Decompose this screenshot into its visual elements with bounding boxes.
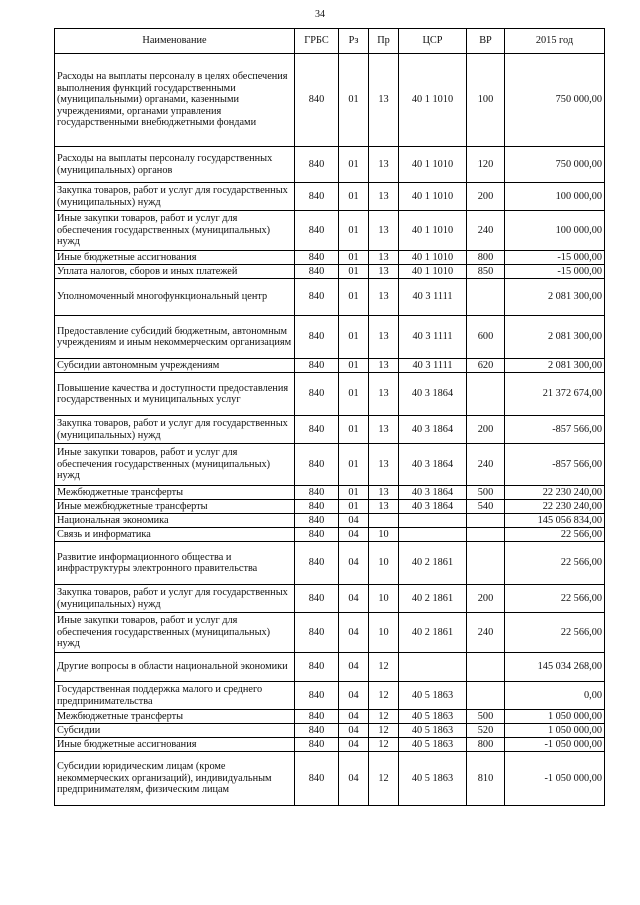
cell-grbs: 840 (295, 613, 339, 653)
cell-vr: 850 (467, 265, 505, 279)
cell-rz: 01 (339, 416, 369, 444)
cell-vr: 810 (467, 752, 505, 806)
cell-vr: 540 (467, 500, 505, 514)
cell-rz: 01 (339, 54, 369, 147)
header-year: 2015 год (505, 29, 605, 54)
cell-amount: -15 000,00 (505, 251, 605, 265)
cell-pr: 13 (369, 251, 399, 265)
cell-amount: 1 050 000,00 (505, 724, 605, 738)
cell-vr: 240 (467, 613, 505, 653)
cell-name: Национальная экономика (55, 514, 295, 528)
cell-vr (467, 682, 505, 710)
cell-name: Субсидии юридическим лицам (кроме некоммерческих организаций), индивидуальным предпринимателям, физическим лицам (55, 752, 295, 806)
cell-pr: 13 (369, 211, 399, 251)
cell-rz: 01 (339, 316, 369, 359)
cell-csr: 40 5 1863 (399, 738, 467, 752)
cell-pr (369, 514, 399, 528)
cell-grbs: 840 (295, 373, 339, 416)
cell-vr (467, 528, 505, 542)
table-row (55, 500, 605, 514)
cell-amount: 750 000,00 (505, 147, 605, 183)
cell-grbs: 840 (295, 710, 339, 724)
cell-pr: 10 (369, 528, 399, 542)
cell-rz: 04 (339, 542, 369, 585)
cell-csr: 40 3 1111 (399, 359, 467, 373)
cell-csr: 40 1 1010 (399, 147, 467, 183)
cell-csr: 40 1 1010 (399, 265, 467, 279)
cell-csr: 40 2 1861 (399, 542, 467, 585)
cell-pr: 12 (369, 738, 399, 752)
cell-vr: 800 (467, 251, 505, 265)
table-row (55, 373, 605, 416)
cell-name: Уполномоченный многофункциональный центр (55, 279, 295, 316)
cell-name: Связь и информатика (55, 528, 295, 542)
table-row (55, 528, 605, 542)
table-row (55, 752, 605, 806)
cell-rz: 04 (339, 738, 369, 752)
cell-amount: 145 056 834,00 (505, 514, 605, 528)
cell-csr: 40 3 1864 (399, 500, 467, 514)
cell-grbs: 840 (295, 653, 339, 682)
cell-rz: 04 (339, 514, 369, 528)
cell-grbs: 840 (295, 724, 339, 738)
table-row (55, 147, 605, 183)
cell-vr: 600 (467, 316, 505, 359)
cell-pr: 13 (369, 54, 399, 147)
cell-name: Уплата налогов, сборов и иных платежей (55, 265, 295, 279)
header-pr: Пр (369, 29, 399, 54)
cell-csr: 40 3 1864 (399, 444, 467, 486)
cell-rz: 04 (339, 682, 369, 710)
cell-vr: 200 (467, 183, 505, 211)
cell-pr: 13 (369, 359, 399, 373)
cell-pr: 12 (369, 710, 399, 724)
cell-grbs: 840 (295, 528, 339, 542)
cell-name: Расходы на выплаты персоналу в целях обеспечения выполнения функций государственными (муниципальными) органами, казенными учреждениями, органами управления государственными внебюджетными фондами (55, 54, 295, 147)
cell-rz: 01 (339, 500, 369, 514)
table-row (55, 585, 605, 613)
cell-amount: 0,00 (505, 682, 605, 710)
cell-amount: 100 000,00 (505, 183, 605, 211)
table-row (55, 653, 605, 682)
cell-name: Расходы на выплаты персоналу государственных (муниципальных) органов (55, 147, 295, 183)
cell-name: Межбюджетные трансферты (55, 486, 295, 500)
cell-name: Иные закупки товаров, работ и услуг для обеспечения государственных (муниципальных) нужд (55, 211, 295, 251)
cell-pr: 12 (369, 752, 399, 806)
cell-amount: 22 566,00 (505, 528, 605, 542)
cell-name: Иные межбюджетные трансферты (55, 500, 295, 514)
cell-vr (467, 653, 505, 682)
cell-grbs: 840 (295, 265, 339, 279)
page-number: 34 (315, 9, 325, 20)
cell-amount: 145 034 268,00 (505, 653, 605, 682)
cell-csr (399, 514, 467, 528)
cell-name: Государственная поддержка малого и среднего предпринимательства (55, 682, 295, 710)
cell-rz: 01 (339, 211, 369, 251)
table-row (55, 416, 605, 444)
cell-pr: 12 (369, 653, 399, 682)
cell-csr: 40 5 1863 (399, 724, 467, 738)
cell-grbs: 840 (295, 183, 339, 211)
cell-amount: 22 230 240,00 (505, 486, 605, 500)
cell-amount: 21 372 674,00 (505, 373, 605, 416)
cell-csr: 40 3 1864 (399, 486, 467, 500)
cell-vr: 200 (467, 585, 505, 613)
cell-csr: 40 5 1863 (399, 752, 467, 806)
table-row (55, 265, 605, 279)
cell-rz: 04 (339, 613, 369, 653)
cell-pr: 13 (369, 183, 399, 211)
cell-rz: 01 (339, 147, 369, 183)
cell-grbs: 840 (295, 752, 339, 806)
table-row (55, 724, 605, 738)
table-row (55, 710, 605, 724)
cell-rz: 01 (339, 265, 369, 279)
cell-rz: 01 (339, 444, 369, 486)
cell-rz: 01 (339, 373, 369, 416)
cell-vr: 240 (467, 444, 505, 486)
cell-name: Другие вопросы в области национальной экономики (55, 653, 295, 682)
cell-csr: 40 5 1863 (399, 710, 467, 724)
cell-grbs: 840 (295, 738, 339, 752)
cell-name: Иные бюджетные ассигнования (55, 251, 295, 265)
cell-pr: 10 (369, 542, 399, 585)
cell-rz: 04 (339, 724, 369, 738)
cell-pr: 12 (369, 724, 399, 738)
cell-grbs: 840 (295, 316, 339, 359)
cell-rz: 01 (339, 183, 369, 211)
cell-grbs: 840 (295, 444, 339, 486)
cell-rz: 04 (339, 710, 369, 724)
cell-vr: 120 (467, 147, 505, 183)
cell-vr (467, 373, 505, 416)
cell-amount: 22 566,00 (505, 542, 605, 585)
table-row (55, 183, 605, 211)
table-row (55, 359, 605, 373)
header-csr: ЦСР (399, 29, 467, 54)
cell-amount: -857 566,00 (505, 444, 605, 486)
cell-amount: 750 000,00 (505, 54, 605, 147)
cell-name: Закупка товаров, работ и услуг для государственных (муниципальных) нужд (55, 585, 295, 613)
table-row (55, 54, 605, 147)
cell-csr: 40 5 1863 (399, 682, 467, 710)
table-row (55, 613, 605, 653)
cell-pr: 13 (369, 279, 399, 316)
cell-csr: 40 3 1111 (399, 279, 467, 316)
cell-amount: 22 566,00 (505, 613, 605, 653)
cell-csr: 40 1 1010 (399, 211, 467, 251)
cell-grbs: 840 (295, 585, 339, 613)
cell-name: Иные бюджетные ассигнования (55, 738, 295, 752)
cell-amount: 22 230 240,00 (505, 500, 605, 514)
header-rz: Рз (339, 29, 369, 54)
cell-grbs: 840 (295, 514, 339, 528)
cell-amount: -15 000,00 (505, 265, 605, 279)
cell-vr: 800 (467, 738, 505, 752)
cell-csr: 40 3 1864 (399, 416, 467, 444)
cell-vr: 620 (467, 359, 505, 373)
cell-name: Межбюджетные трансферты (55, 710, 295, 724)
cell-name: Иные закупки товаров, работ и услуг для обеспечения государственных (муниципальных) нужд (55, 444, 295, 486)
table-row (55, 542, 605, 585)
cell-name: Закупка товаров, работ и услуг для государственных (муниципальных) нужд (55, 416, 295, 444)
cell-grbs: 840 (295, 416, 339, 444)
cell-pr: 13 (369, 500, 399, 514)
table-row (55, 514, 605, 528)
cell-vr: 520 (467, 724, 505, 738)
cell-amount: 2 081 300,00 (505, 316, 605, 359)
cell-grbs: 840 (295, 54, 339, 147)
cell-vr (467, 279, 505, 316)
cell-name: Субсидии автономным учреждениям (55, 359, 295, 373)
header-vr: ВР (467, 29, 505, 54)
cell-grbs: 840 (295, 279, 339, 316)
cell-grbs: 840 (295, 500, 339, 514)
cell-name: Предоставление субсидий бюджетным, автономным учреждениям и иным некоммерческим организациям (55, 316, 295, 359)
cell-name: Иные закупки товаров, работ и услуг для обеспечения государственных (муниципальных) нужд (55, 613, 295, 653)
cell-amount: -857 566,00 (505, 416, 605, 444)
table-row (55, 251, 605, 265)
cell-amount: 1 050 000,00 (505, 710, 605, 724)
cell-grbs: 840 (295, 542, 339, 585)
cell-pr: 13 (369, 265, 399, 279)
cell-name: Повышение качества и доступности предоставления государственных и муниципальных услуг (55, 373, 295, 416)
cell-csr: 40 1 1010 (399, 183, 467, 211)
cell-pr: 13 (369, 444, 399, 486)
cell-rz: 01 (339, 251, 369, 265)
cell-csr (399, 653, 467, 682)
table-row (55, 486, 605, 500)
cell-name: Развитие информационного общества и инфраструктуры электронного правительства (55, 542, 295, 585)
cell-csr: 40 1 1010 (399, 251, 467, 265)
cell-rz: 04 (339, 752, 369, 806)
cell-csr (399, 528, 467, 542)
cell-pr: 12 (369, 682, 399, 710)
table-row (55, 444, 605, 486)
cell-csr: 40 1 1010 (399, 54, 467, 147)
cell-grbs: 840 (295, 682, 339, 710)
cell-rz: 04 (339, 653, 369, 682)
cell-rz: 04 (339, 528, 369, 542)
header-grbs: ГРБС (295, 29, 339, 54)
cell-amount: -1 050 000,00 (505, 752, 605, 806)
cell-vr: 200 (467, 416, 505, 444)
cell-amount: -1 050 000,00 (505, 738, 605, 752)
cell-grbs: 840 (295, 486, 339, 500)
cell-amount: 22 566,00 (505, 585, 605, 613)
table-header-row (55, 29, 605, 54)
cell-amount: 2 081 300,00 (505, 359, 605, 373)
cell-vr (467, 514, 505, 528)
cell-amount: 2 081 300,00 (505, 279, 605, 316)
cell-amount: 100 000,00 (505, 211, 605, 251)
cell-pr: 10 (369, 585, 399, 613)
cell-rz: 01 (339, 279, 369, 316)
cell-rz: 04 (339, 585, 369, 613)
cell-grbs: 840 (295, 211, 339, 251)
cell-grbs: 840 (295, 359, 339, 373)
cell-csr: 40 2 1861 (399, 585, 467, 613)
cell-vr: 240 (467, 211, 505, 251)
cell-vr: 100 (467, 54, 505, 147)
cell-grbs: 840 (295, 251, 339, 265)
table-row (55, 279, 605, 316)
budget-table (54, 28, 605, 806)
cell-name: Субсидии (55, 724, 295, 738)
cell-csr: 40 3 1111 (399, 316, 467, 359)
cell-rz: 01 (339, 359, 369, 373)
cell-vr: 500 (467, 710, 505, 724)
cell-pr: 10 (369, 613, 399, 653)
table-row (55, 682, 605, 710)
cell-csr: 40 2 1861 (399, 613, 467, 653)
table-row (55, 211, 605, 251)
cell-pr: 13 (369, 147, 399, 183)
cell-grbs: 840 (295, 147, 339, 183)
cell-name: Закупка товаров, работ и услуг для государственных (муниципальных) нужд (55, 183, 295, 211)
cell-pr: 13 (369, 416, 399, 444)
cell-pr: 13 (369, 373, 399, 416)
table-row (55, 738, 605, 752)
header-name: Наименование (55, 29, 295, 54)
cell-pr: 13 (369, 486, 399, 500)
cell-csr: 40 3 1864 (399, 373, 467, 416)
cell-vr: 500 (467, 486, 505, 500)
table-row (55, 316, 605, 359)
cell-rz: 01 (339, 486, 369, 500)
cell-pr: 13 (369, 316, 399, 359)
cell-vr (467, 542, 505, 585)
